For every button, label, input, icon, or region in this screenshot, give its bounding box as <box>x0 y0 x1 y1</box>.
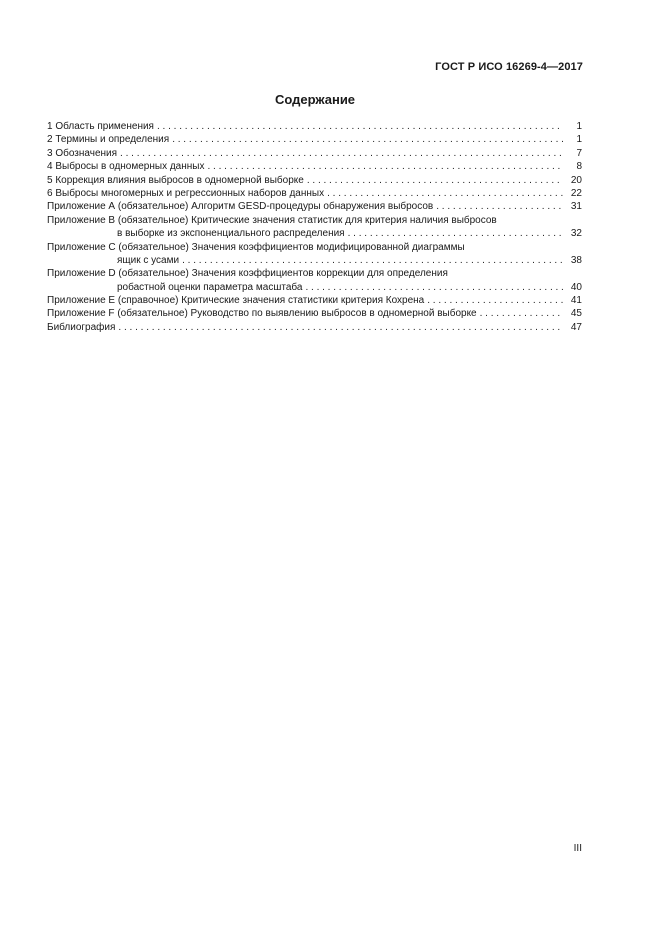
toc-entry-label: Приложение Е (справочное) Критические значения статистики критерия Кохрена <box>47 295 425 307</box>
toc-entry-page: 38 <box>570 254 582 266</box>
toc-entry-continuation[interactable] <box>47 227 582 240</box>
dot-leader <box>172 133 563 146</box>
toc-entry-label: 3 Обозначения <box>47 147 118 159</box>
toc-entry-page: 1 <box>576 134 582 146</box>
dot-leader <box>348 227 563 240</box>
toc-entry[interactable] <box>47 120 582 133</box>
toc-title: Содержание <box>274 92 356 107</box>
toc-entry-first-line[interactable] <box>47 214 582 227</box>
toc-entry-label: Приложение D (обязательное) Значения коэффициентов коррекции для определения <box>47 268 448 280</box>
toc-entry-label: 2 Термины и определения <box>47 134 170 146</box>
toc-entry-label: 1 Область применения <box>47 121 154 132</box>
toc-entry[interactable] <box>47 321 582 334</box>
toc-entry-page: 8 <box>576 161 582 173</box>
toc-entry-label: 6 Выбросы многомерных и регрессионных наборов данных <box>47 187 325 199</box>
dot-leader <box>118 321 563 334</box>
table-of-contents <box>47 120 582 334</box>
dot-leader <box>120 147 563 160</box>
toc-entry-label: Приложение F (обязательное) Руководство по выявлению выбросов в одномерной выборке <box>47 308 477 320</box>
toc-entry-label: Приложение В (обязательное) Критические значения статистик для критерия наличия выбросов <box>47 214 497 226</box>
toc-entry-page: 20 <box>570 174 582 186</box>
toc-entry-label-continued: робастной оценки параметра масштаба <box>117 281 303 293</box>
toc-entry-first-line[interactable] <box>47 267 582 280</box>
toc-entry[interactable] <box>47 174 582 187</box>
toc-entry-page: 40 <box>570 281 582 293</box>
toc-entry-label: Библиография <box>47 321 116 333</box>
toc-entry[interactable] <box>47 307 582 320</box>
toc-entry-first-line[interactable] <box>47 241 582 254</box>
toc-entry-page: 1 <box>576 121 582 132</box>
toc-entry[interactable] <box>47 147 582 160</box>
toc-entry-label: Приложение С (обязательное) Значения коэффициентов модифицированной диаграммы <box>47 241 465 253</box>
toc-entry-page: 47 <box>570 321 582 333</box>
toc-entry[interactable] <box>47 160 582 173</box>
toc-entry-page: 31 <box>570 201 582 213</box>
toc-entry-continuation[interactable] <box>47 281 582 294</box>
toc-entry[interactable] <box>47 200 582 213</box>
toc-entry-label-continued: ящик с усами <box>117 254 180 266</box>
dot-leader <box>305 281 563 294</box>
toc-entry-label: Приложение А (обязательное) Алгоритм GESD-процедуры обнаружения выбросов <box>47 201 434 213</box>
document-code: ГОСТ Р ИСО 16269-4—2017 <box>435 61 583 73</box>
toc-entry-page: 45 <box>570 308 582 320</box>
dot-leader <box>307 174 563 187</box>
dot-leader <box>480 307 563 320</box>
toc-entry[interactable] <box>47 294 582 307</box>
toc-entry-continuation[interactable] <box>47 254 582 267</box>
toc-entry-label: 4 Выбросы в одномерных данных <box>47 161 205 173</box>
toc-entry-page: 7 <box>576 147 582 159</box>
toc-entry-page: 22 <box>570 187 582 199</box>
toc-entry-label-continued: в выборке из экспоненциального распределения <box>117 228 345 240</box>
toc-entry-page: 41 <box>570 295 582 307</box>
dot-leader <box>207 160 563 173</box>
toc-entry-label: 5 Коррекция влияния выбросов в одномерной выборке <box>47 174 304 186</box>
dot-leader <box>436 200 563 213</box>
toc-entry[interactable] <box>47 187 582 200</box>
toc-entry-page: 32 <box>570 228 582 240</box>
dot-leader <box>157 120 563 133</box>
page-number: III <box>573 843 582 854</box>
dot-leader <box>427 294 563 307</box>
dot-leader <box>327 187 563 200</box>
dot-leader <box>182 254 563 267</box>
toc-entry[interactable] <box>47 133 582 146</box>
